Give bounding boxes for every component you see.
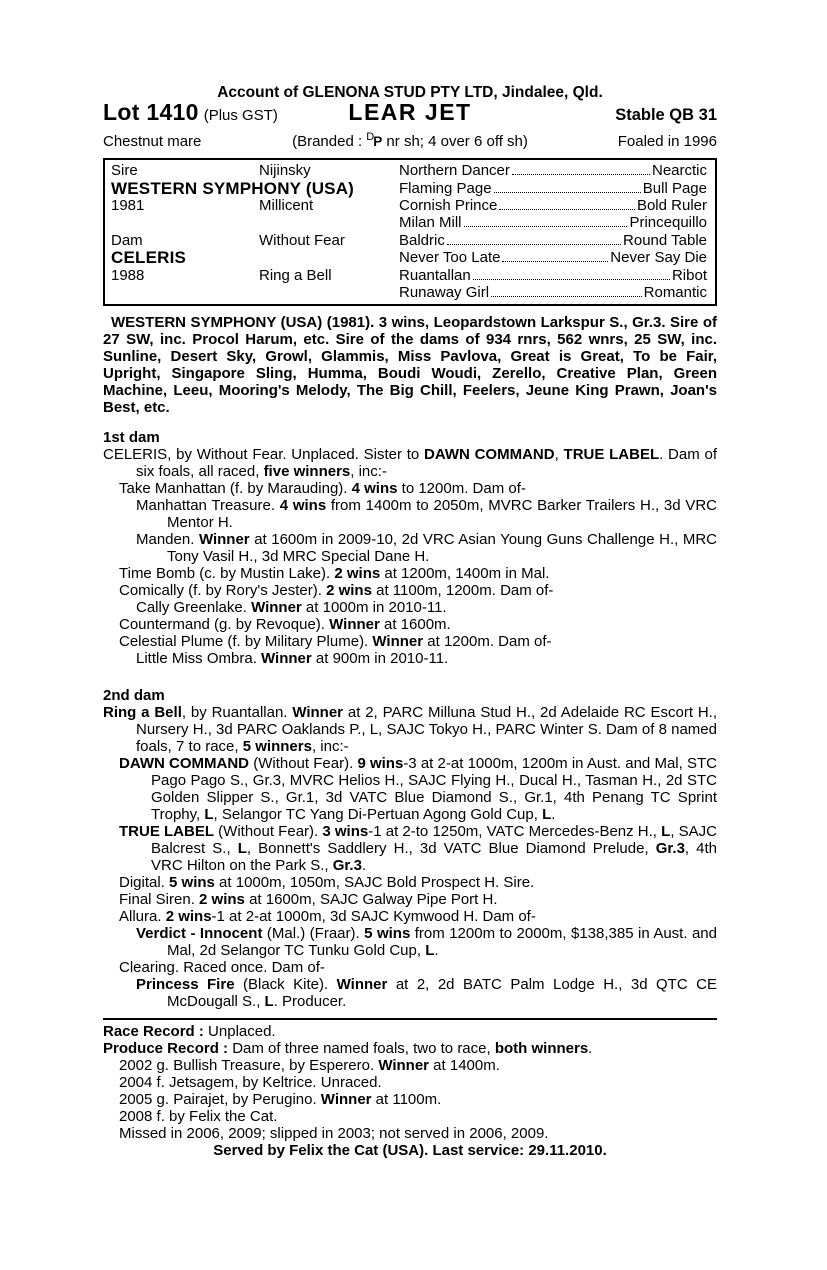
brand-prefix: (Branded : [292,133,367,150]
second-dam-heading: 2nd dam [103,686,165,704]
pedigree-entry: Little Miss Ombra. Winner at 900m in 2010-11. [136,649,449,667]
produce-entry: Missed in 2006, 2009; slipped in 2003; not served in 2006, 2009. [119,1124,549,1142]
ancestor-parent: Ribot [671,266,707,284]
sire-name: WESTERN SYMPHONY (USA) [111,178,355,198]
first-dam-heading: 1st dam [103,428,160,446]
ancestor-name: Cornish Prince [399,196,498,214]
ancestor-row [399,214,707,231]
ancestor-row [399,284,707,301]
info-row [103,129,717,150]
pedigree-entry: Manhattan Treasure. 4 wins from 1400m to 2050m, MVRC Barker Trailers H., 3d VRC Mentor H. [136,496,717,531]
ancestor-row [399,197,707,214]
pedigree-entry: TRUE LABEL (Without Fear). 3 wins-1 at 2-to 1250m, VATC Mercedes-Benz H., L, SAJC Balcrest S., L, Bonnett's Saddlery H., 3d VATC Blue Diamond Prelude, Gr.3, 4th VRC Hilton on the Park S., Gr.3. [119,822,718,874]
pedigree-entry: Ring a Bell, by Ruantallan. Winner at 2, PARC Milluna Stud H., 2d Adelaide RC Escort H., Nursery H., 3d PARC Oaklands P., L, SAJC Tokyo H., PARC Winter S. Dam of 8 named foals, 7 to race, 5 winners, inc:- [103,703,717,755]
ancestor-name: Northern Dancer [399,162,510,180]
dam-label: Dam [111,231,143,249]
ancestor-parent: Nearctic [651,162,707,180]
brand-letter-main: P [373,134,383,149]
pedigree-entry: Take Manhattan (f. by Marauding). 4 wins to 1200m. Dam of- [119,479,526,497]
section-divider [103,1018,717,1020]
stable-number: Stable QB 31 [615,106,717,124]
pedigree-entry: Time Bomb (c. by Mustin Lake). 2 wins at 1200m, 1400m in Mal. [119,564,550,582]
pedigree-entry: Clearing. Raced once. Dam of- [119,958,325,976]
brand-info [292,129,528,150]
ancestor-name: Ruantallan [399,266,471,284]
dot-leader [502,261,608,262]
pedigree-entry: Celestial Plume (f. by Military Plume). Winner at 1200m. Dam of- [119,632,552,650]
sire-year: 1981 [111,196,145,214]
ancestor-name: Never Too Late [399,249,501,267]
service-line: Served by Felix the Cat (USA). Last service: 29.11.2010. [213,1141,607,1159]
dot-leader [464,226,628,227]
dot-leader [491,296,642,297]
pedigree-entry: Verdict - Innocent (Mal.) (Fraar). 5 wins from 1200m to 2000m, $138,385 in Aust. and Mal, 2d Selangor TC Tunku Gold Cup, L. [136,924,717,959]
pedigree-entry: Final Siren. 2 wins at 1600m, SAJC Galway Pipe Port H. [119,890,498,908]
ancestor-parent: Princequillo [629,214,707,232]
dam-dam: Ring a Bell [259,266,332,284]
color-sex: Chestnut mare [103,133,202,150]
sire-dam: Millicent [259,196,314,214]
ancestor-row [399,267,707,284]
dam-name: CELERIS [111,248,187,268]
ancestor-row [399,180,707,197]
ancestor-row [399,232,707,249]
pedigree-box [103,158,717,306]
page-content [103,0,717,1159]
pedigree-entry: Allura. 2 wins-1 at 2-at 1000m, 3d SAJC Kymwood H. Dam of- [119,907,536,925]
ancestor-row [399,249,707,266]
dot-leader [499,209,635,210]
brand-suffix: nr sh; 4 over 6 off sh) [382,133,528,150]
pedigree-entry: Comically (f. by Rory's Jester). 2 wins at 1100m, 1200m. Dam of- [119,581,554,599]
produce-entry: 2005 g. Pairajet, by Perugino. Winner at 1100m. [119,1090,442,1108]
sire-label: Sire [111,162,138,180]
pedigree-entry: DAWN COMMAND (Without Fear). 9 wins-3 at 2-at 1000m, 1200m in Aust. and Mal, STC Pago Pago S., Gr.3, MVRC Helios H., SAJC Flying H., Ducal H., Tasman H., 2d STC Golden Slipper S., Gr.1, 3d VATC Blue Diamond S., Gr.1, 4th Penang TC Sprint Trophy, L, Selangor TC Yang Di-Pertuan Agong Gold Cup, L. [119,754,717,823]
lot-number: Lot 1410 [103,99,199,125]
produce-entry: 2004 f. Jetsagem, by Keltrice. Unraced. [119,1073,382,1091]
ancestor-parent: Romantic [643,283,707,301]
account-line: Account of GLENONA STUD PTY LTD, Jindalee, Qld. [217,84,603,101]
ancestor-name: Milan Mill [399,214,462,232]
ancestor-parent: Round Table [623,231,707,249]
dam-year: 1988 [111,266,145,284]
dot-leader [512,174,650,175]
dot-leader [494,192,641,193]
ancestor-parent: Never Say Die [610,249,707,267]
ancestor-name: Flaming Page [399,179,492,197]
brand-letter-top: D [366,131,374,143]
produce-entry: 2002 g. Bullish Treasure, by Esperero. Winner at 1400m. [119,1056,500,1074]
pedigree-entry: CELERIS, by Without Fear. Unplaced. Sister to DAWN COMMAND, TRUE LABEL. Dam of six foals, all raced, five winners, inc:- [103,445,718,480]
pedigree-entry: Manden. Winner at 1600m in 2009-10, 2d VRC Asian Young Guns Challenge H., MRC Tony Vasil H., 3d MRC Special Dane H. [136,530,718,565]
dam-sire: Without Fear [259,231,345,249]
horse-name: LEAR JET [348,99,472,125]
title-row [103,99,717,125]
ancestor-row [399,162,707,179]
ancestor-parent: Bold Ruler [636,196,707,214]
ancestor-parent: Bull Page [642,179,707,197]
pedigree-entry: Princess Fire (Black Kite). Winner at 2, 2d BATC Palm Lodge H., 3d QTC CE McDougall S., L. Producer. [136,975,717,1010]
sire-sire: Nijinsky [259,162,311,180]
pedigree-entry: Countermand (g. by Revoque). Winner at 1600m. [119,615,451,633]
ancestor-name: Runaway Girl [399,283,490,301]
lot-group [103,99,348,125]
pedigree-entry: Digital. 5 wins at 1000m, 1050m, SAJC Bold Prospect H. Sire. [119,873,535,891]
race-record-line: Race Record : Unplaced. [103,1022,276,1040]
gst-note: (Plus GST) [203,107,278,124]
foaled-year: Foaled in 1996 [617,133,717,150]
ancestor-name: Baldric [399,231,445,249]
sire-summary: WESTERN SYMPHONY (USA) (1981). 3 wins, Leopardstown Larkspur S., Gr.3. Sire of 27 SW, inc. Procol Harum, etc. Sire of the dams of 934 rnrs, 562 wnrs, 25 SW, inc. Sunline, Desert Sky, Growl, Glammis, Miss Pavlova, Great is Great, To be Fair, Upright, Singapore Sling, Humma, Boudi Woudi, Zerello, Creative Plan, Green Machine, Leeu, Mooring's Melody, The Big Chill, Feelers, Jeune King Prawn, Joan's Best, etc. [103,314,717,416]
produce-entry: 2008 f. by Felix the Cat. [119,1107,278,1125]
pedigree-entry: Cally Greenlake. Winner at 1000m in 2010-11. [136,598,447,616]
dot-leader [473,279,670,280]
dot-leader [447,244,621,245]
produce-record-line: Produce Record : Dam of three named foals, two to race, both winners. [103,1039,593,1057]
